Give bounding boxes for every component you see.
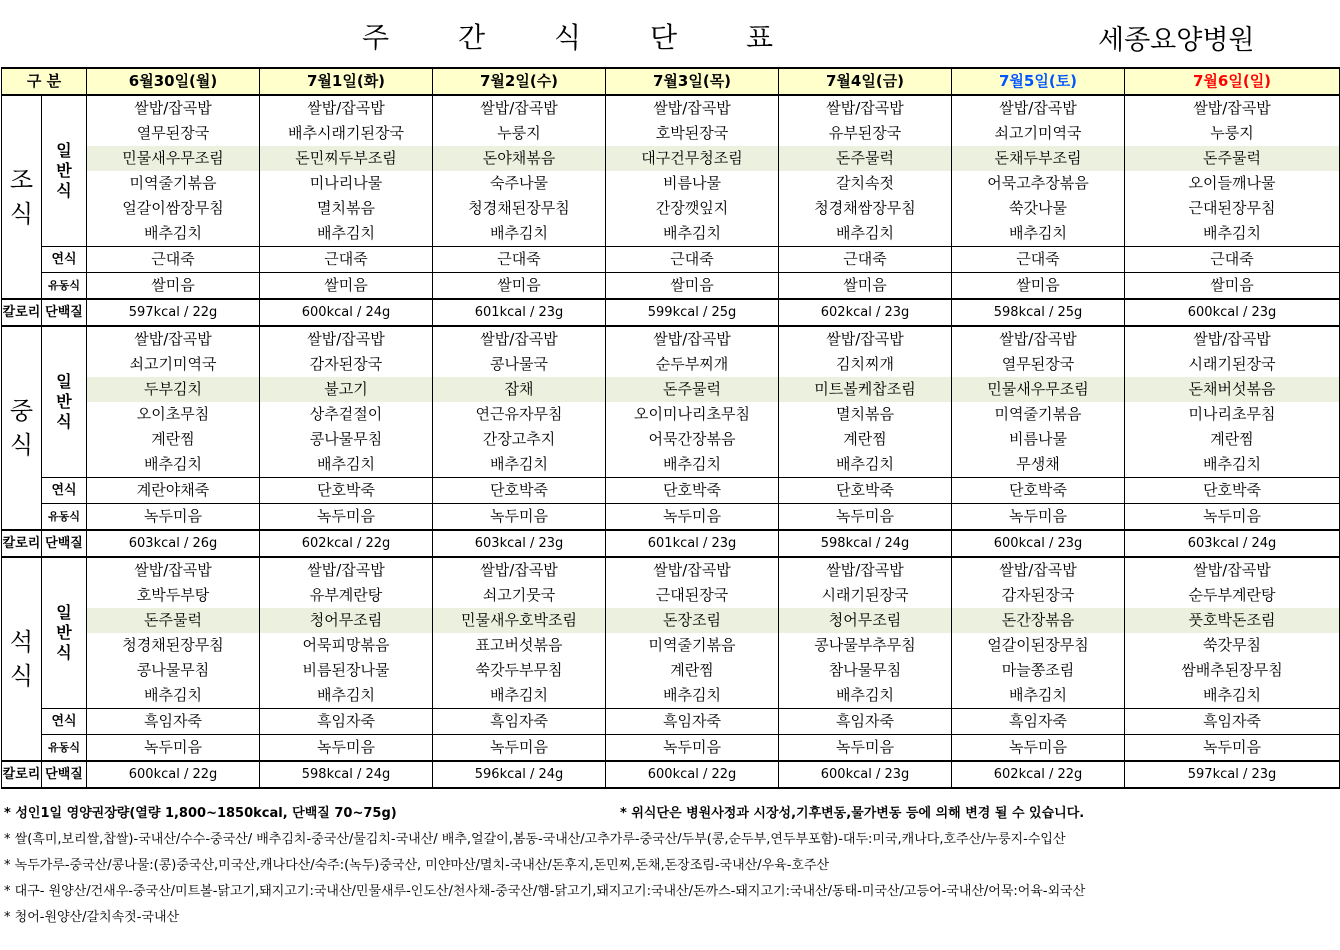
dish-cell: 두부김치 [87,377,260,402]
dish-cell: 김치찌개 [779,352,952,377]
dish-cell: 쇠고기미역국 [87,352,260,377]
dish-cell: 배추김치 [606,452,779,478]
dish-cell: 미역줄기볶음 [606,633,779,658]
dish-cell: 배추김치 [260,221,433,247]
calorie-cell: 603kcal / 24g [1125,530,1340,557]
dish-cell: 쌀미음 [87,273,260,300]
calorie-row [2,761,1340,788]
day-header: 7월3일(목) [606,68,779,95]
dish-cell: 쌀밥/잡곡밥 [1125,326,1340,352]
dish-cell: 오이미나리초무침 [606,402,779,427]
dish-cell: 돈채버섯볶음 [1125,377,1340,402]
menu-row [2,402,1340,427]
dish-cell: 녹두미음 [1125,735,1340,762]
dish-cell: 배추김치 [606,221,779,247]
dish-cell: 단호박죽 [1125,478,1340,504]
dish-cell: 근대죽 [1125,247,1340,273]
dish-cell: 계란찜 [1125,427,1340,452]
dish-cell: 근대된장국 [606,583,779,608]
origin-note: * 대구- 원양산/건새우-중국산/미트볼-닭고기,돼지고기:국내산/민물새루-인도산/천사채-중국산/햄-닭고기,돼지고기:국내산/돈까스-돼지고기:국내산/동태-미국산/고등어-국내산/어묵:어육-외국산 [4,884,1086,899]
dish-cell: 콩나물무침 [260,427,433,452]
dish-cell: 계란찜 [606,658,779,683]
day-header: 7월6일(일) [1125,68,1340,95]
dish-cell: 단호박죽 [606,478,779,504]
dish-cell: 불고기 [260,377,433,402]
calorie-cell: 598kcal / 25g [952,299,1125,326]
menu-row [2,583,1340,608]
dish-cell: 쌀미음 [260,273,433,300]
dish-cell: 어묵간장볶음 [606,427,779,452]
dish-cell: 녹두미음 [433,504,606,531]
dish-cell: 쌀밥/잡곡밥 [952,326,1125,352]
dish-cell: 흑임자죽 [779,709,952,735]
dish-cell: 배추김치 [1125,221,1340,247]
dish-cell: 비름된장나물 [260,658,433,683]
dish-cell: 멸치볶음 [260,196,433,221]
dish-cell: 흑임자죽 [433,709,606,735]
dish-cell: 흑임자죽 [952,709,1125,735]
dish-cell: 청어무조림 [779,608,952,633]
general-diet-label: 일 반 식 [42,326,87,478]
dish-cell: 비름나물 [606,171,779,196]
soft-diet-row [2,247,1340,273]
dish-cell: 돈주물럭 [606,377,779,402]
dish-cell: 표고버섯볶음 [433,633,606,658]
dish-cell: 녹두미음 [1125,504,1340,531]
dish-cell: 쌀밥/잡곡밥 [606,326,779,352]
dish-cell: 얼갈이된장무침 [952,633,1125,658]
calorie-label: 칼로리 [2,299,42,326]
dish-cell: 돈민찌두부조림 [260,146,433,171]
page-title [362,16,842,56]
soft-diet-label: 연식 [42,247,87,273]
dish-cell: 순두부계란탕 [1125,583,1340,608]
calorie-cell: 603kcal / 23g [433,530,606,557]
dish-cell: 쌀밥/잡곡밥 [433,95,606,121]
liquid-diet-row [2,735,1340,762]
dish-cell: 간장깻잎지 [606,196,779,221]
category-header: 구 분 [2,68,87,95]
menu-row [2,377,1340,402]
protein-label: 단백질 [42,761,87,788]
dish-cell: 누룽지 [433,121,606,146]
protein-label: 단백질 [42,299,87,326]
protein-label: 단백질 [42,530,87,557]
calorie-row [2,299,1340,326]
dish-cell: 단호박죽 [952,478,1125,504]
menu-row [2,196,1340,221]
menu-row [2,146,1340,171]
dish-cell: 시래기된장국 [779,583,952,608]
dish-cell: 배추김치 [260,452,433,478]
dish-cell: 배추김치 [260,683,433,709]
dish-cell: 돈주물럭 [779,146,952,171]
day-header: 7월5일(토) [952,68,1125,95]
soft-diet-row [2,709,1340,735]
dish-cell: 배추김치 [433,452,606,478]
dish-cell: 배추김치 [952,683,1125,709]
liquid-diet-row [2,504,1340,531]
calorie-cell: 601kcal / 23g [606,530,779,557]
calorie-cell: 598kcal / 24g [260,761,433,788]
calorie-cell: 602kcal / 22g [952,761,1125,788]
liquid-diet-row [2,273,1340,300]
dish-cell: 열무된장국 [952,352,1125,377]
dish-cell: 흑임자죽 [260,709,433,735]
origin-note: * 녹두가루-중국산/콩나물:(콩)중국산,미국산,캐나다산/숙주:(녹두)중국산, 미얀마산/멸치-국내산/돈후지,돈민찌,돈채,돈장조림-국내산/우육-호주산 [4,858,830,873]
dish-cell: 쌀밥/잡곡밥 [260,95,433,121]
dish-cell: 근대죽 [779,247,952,273]
dish-cell: 흑임자죽 [87,709,260,735]
dish-cell: 호박두부탕 [87,583,260,608]
menu-row [2,683,1340,709]
calorie-row [2,530,1340,557]
calorie-cell: 597kcal / 22g [87,299,260,326]
dish-cell: 청경채쌈장무침 [779,196,952,221]
dish-cell: 연근유자무침 [433,402,606,427]
meal-label: 석 식 [2,557,42,761]
dish-cell: 배추김치 [87,221,260,247]
dish-cell: 돈주물럭 [87,608,260,633]
dish-cell: 감자된장국 [952,583,1125,608]
dish-cell: 멸치볶음 [779,402,952,427]
calorie-cell: 600kcal / 23g [952,530,1125,557]
header-row [2,68,1340,95]
soft-diet-label: 연식 [42,478,87,504]
dish-cell: 녹두미음 [87,735,260,762]
dish-cell: 배추김치 [87,683,260,709]
dish-cell: 배추김치 [606,683,779,709]
dish-cell: 돈간장볶음 [952,608,1125,633]
dish-cell: 쌀밥/잡곡밥 [606,95,779,121]
dish-cell: 미나리초무침 [1125,402,1340,427]
dish-cell: 배추김치 [1125,452,1340,478]
dish-cell: 쌀밥/잡곡밥 [87,326,260,352]
dish-cell: 유부계란탕 [260,583,433,608]
change-notice: * 위식단은 병원사정과 시장성,기후변동,물가변동 등에 의해 변경 될 수 있습니다. [620,806,1085,821]
menu-row [2,658,1340,683]
dish-cell: 상추겉절이 [260,402,433,427]
dish-cell: 호박된장국 [606,121,779,146]
dish-cell: 배추김치 [952,221,1125,247]
dish-cell: 풋호박돈조림 [1125,608,1340,633]
dish-cell: 쌀밥/잡곡밥 [779,326,952,352]
menu-row [2,557,1340,583]
dish-cell: 쌀미음 [606,273,779,300]
dish-cell: 녹두미음 [952,735,1125,762]
dish-cell: 어묵고추장볶음 [952,171,1125,196]
nutrition-recommendation: * 성인1일 영양권장량(열량 1,800~1850kcal, 단백질 70~75g) [4,806,397,821]
dish-cell: 민물새우무조림 [952,377,1125,402]
dish-cell: 쌀밥/잡곡밥 [1125,95,1340,121]
calorie-cell: 600kcal / 23g [1125,299,1340,326]
dish-cell: 시래기된장국 [1125,352,1340,377]
dish-cell: 미역줄기볶음 [952,402,1125,427]
calorie-cell: 602kcal / 23g [779,299,952,326]
menu-row [2,608,1340,633]
dish-cell: 무생채 [952,452,1125,478]
menu-row [2,633,1340,658]
dish-cell: 쌀미음 [433,273,606,300]
dish-cell: 녹두미음 [606,504,779,531]
dish-cell: 쌀밥/잡곡밥 [779,95,952,121]
dish-cell: 근대죽 [260,247,433,273]
dish-cell: 쌀밥/잡곡밥 [260,557,433,583]
page-header [0,0,1340,66]
calorie-cell: 600kcal / 22g [87,761,260,788]
dish-cell: 근대죽 [433,247,606,273]
dish-cell: 오이초무침 [87,402,260,427]
dish-cell: 쌀밥/잡곡밥 [952,95,1125,121]
dish-cell: 녹두미음 [433,735,606,762]
dish-cell: 계란야채죽 [87,478,260,504]
liquid-diet-label: 유동식 [42,273,87,300]
dish-cell: 배추김치 [1125,683,1340,709]
title-char: 간 [458,21,486,54]
dish-cell: 계란찜 [87,427,260,452]
dish-cell: 쌀미음 [952,273,1125,300]
menu-row [2,121,1340,146]
dish-cell: 배추김치 [779,221,952,247]
dish-cell: 잡채 [433,377,606,402]
meal-label: 중 식 [2,326,42,530]
dish-cell: 쌀밥/잡곡밥 [260,326,433,352]
dish-cell: 쑥갓두부무침 [433,658,606,683]
dish-cell: 돈장조림 [606,608,779,633]
hospital-name: 세종요양병원 [1098,25,1255,56]
dish-cell: 배추김치 [779,683,952,709]
dish-cell: 녹두미음 [779,504,952,531]
dish-cell: 쌀밥/잡곡밥 [952,557,1125,583]
dish-cell: 단호박죽 [433,478,606,504]
dish-cell: 단호박죽 [779,478,952,504]
calorie-cell: 601kcal / 23g [433,299,606,326]
dish-cell: 쌀미음 [1125,273,1340,300]
general-diet-label: 일 반 식 [42,557,87,709]
dish-cell: 청어무조림 [260,608,433,633]
dish-cell: 녹두미음 [87,504,260,531]
dish-cell: 마늘쫑조림 [952,658,1125,683]
dish-cell: 얼갈이쌈장무침 [87,196,260,221]
menu-row [2,95,1340,121]
meal-label: 조 식 [2,95,42,299]
dish-cell: 단호박죽 [260,478,433,504]
title-char: 단 [650,21,678,54]
dish-cell: 민물새우호박조림 [433,608,606,633]
menu-row [2,171,1340,196]
dish-cell: 콩나물부추무침 [779,633,952,658]
dish-cell: 참나물무침 [779,658,952,683]
dish-cell: 배추시래기된장국 [260,121,433,146]
calorie-cell: 599kcal / 25g [606,299,779,326]
dish-cell: 흑임자죽 [1125,709,1340,735]
calorie-label: 칼로리 [2,761,42,788]
dish-cell: 녹두미음 [952,504,1125,531]
dish-cell: 배추김치 [433,683,606,709]
dish-cell: 순두부찌개 [606,352,779,377]
dish-cell: 쌀밥/잡곡밥 [1125,557,1340,583]
calorie-label: 칼로리 [2,530,42,557]
day-header: 6월30일(월) [87,68,260,95]
dish-cell: 쌀밥/잡곡밥 [87,557,260,583]
menu-row [2,352,1340,377]
dish-cell: 쌀밥/잡곡밥 [87,95,260,121]
dish-cell: 쌀밥/잡곡밥 [433,557,606,583]
menu-row [2,326,1340,352]
soft-diet-label: 연식 [42,709,87,735]
dish-cell: 비름나물 [952,427,1125,452]
dish-cell: 돈주물럭 [1125,146,1340,171]
menu-row [2,452,1340,478]
dish-cell: 미트볼케찹조림 [779,377,952,402]
dish-cell: 유부된장국 [779,121,952,146]
calorie-cell: 597kcal / 23g [1125,761,1340,788]
calorie-cell: 600kcal / 23g [779,761,952,788]
dish-cell: 녹두미음 [606,735,779,762]
dish-cell: 쌈배추된장무침 [1125,658,1340,683]
dish-cell: 숙주나물 [433,171,606,196]
dish-cell: 쑥갓무침 [1125,633,1340,658]
origin-note: * 청어-원양산/갈치속젓-국내산 [4,910,180,925]
dish-cell: 쌀밥/잡곡밥 [433,326,606,352]
origin-note: * 쌀(흑미,보리쌀,찹쌀)-국내산/수수-중국산/ 배추김치-중국산/물김치-국내산/ 배추,얼갈이,봄동-국내산/고추가루-중국산/두부(콩,순두부,연두부포함)-대두:미국,캐나다,호주산/누룽지-수입산 [4,832,1066,847]
dish-cell: 배추김치 [433,221,606,247]
dish-cell: 오이들깨나물 [1125,171,1340,196]
dish-cell: 녹두미음 [260,735,433,762]
dish-cell: 쇠고기미역국 [952,121,1125,146]
dish-cell: 흑임자죽 [606,709,779,735]
day-header: 7월1일(화) [260,68,433,95]
dish-cell: 갈치속젓 [779,171,952,196]
dish-cell: 어묵피망볶음 [260,633,433,658]
dish-cell: 대구건무청조림 [606,146,779,171]
dish-cell: 쌀밥/잡곡밥 [606,557,779,583]
dish-cell: 청경채된장무침 [433,196,606,221]
dish-cell: 청경채된장무침 [87,633,260,658]
dish-cell: 배추김치 [87,452,260,478]
dish-cell: 누룽지 [1125,121,1340,146]
dish-cell: 배추김치 [779,452,952,478]
menu-row [2,221,1340,247]
dish-cell: 근대죽 [606,247,779,273]
dish-cell: 쑥갓나물 [952,196,1125,221]
title-char: 식 [554,21,582,54]
calorie-cell: 600kcal / 22g [606,761,779,788]
calorie-cell: 603kcal / 26g [87,530,260,557]
dish-cell: 열무된장국 [87,121,260,146]
dish-cell: 간장고추지 [433,427,606,452]
dish-cell: 콩나물무침 [87,658,260,683]
dish-cell: 쌀미음 [779,273,952,300]
calorie-cell: 596kcal / 24g [433,761,606,788]
day-header: 7월4일(금) [779,68,952,95]
general-diet-label: 일 반 식 [42,95,87,247]
dish-cell: 감자된장국 [260,352,433,377]
title-char: 주 [362,21,390,54]
dish-cell: 근대된장무침 [1125,196,1340,221]
calorie-cell: 600kcal / 24g [260,299,433,326]
soft-diet-row [2,478,1340,504]
dish-cell: 근대죽 [952,247,1125,273]
weekly-menu-table [1,67,1340,789]
liquid-diet-label: 유동식 [42,735,87,762]
dish-cell: 근대죽 [87,247,260,273]
day-header: 7월2일(수) [433,68,606,95]
menu-row [2,427,1340,452]
dish-cell: 돈야채볶음 [433,146,606,171]
dish-cell: 쇠고기뭇국 [433,583,606,608]
title-char: 표 [746,21,774,54]
dish-cell: 돈채두부조림 [952,146,1125,171]
liquid-diet-label: 유동식 [42,504,87,531]
dish-cell: 콩나물국 [433,352,606,377]
calorie-cell: 598kcal / 24g [779,530,952,557]
dish-cell: 계란찜 [779,427,952,452]
dish-cell: 녹두미음 [260,504,433,531]
dish-cell: 미역줄기볶음 [87,171,260,196]
dish-cell: 쌀밥/잡곡밥 [779,557,952,583]
dish-cell: 녹두미음 [779,735,952,762]
dish-cell: 민물새우무조림 [87,146,260,171]
dish-cell: 미나리나물 [260,171,433,196]
calorie-cell: 602kcal / 22g [260,530,433,557]
